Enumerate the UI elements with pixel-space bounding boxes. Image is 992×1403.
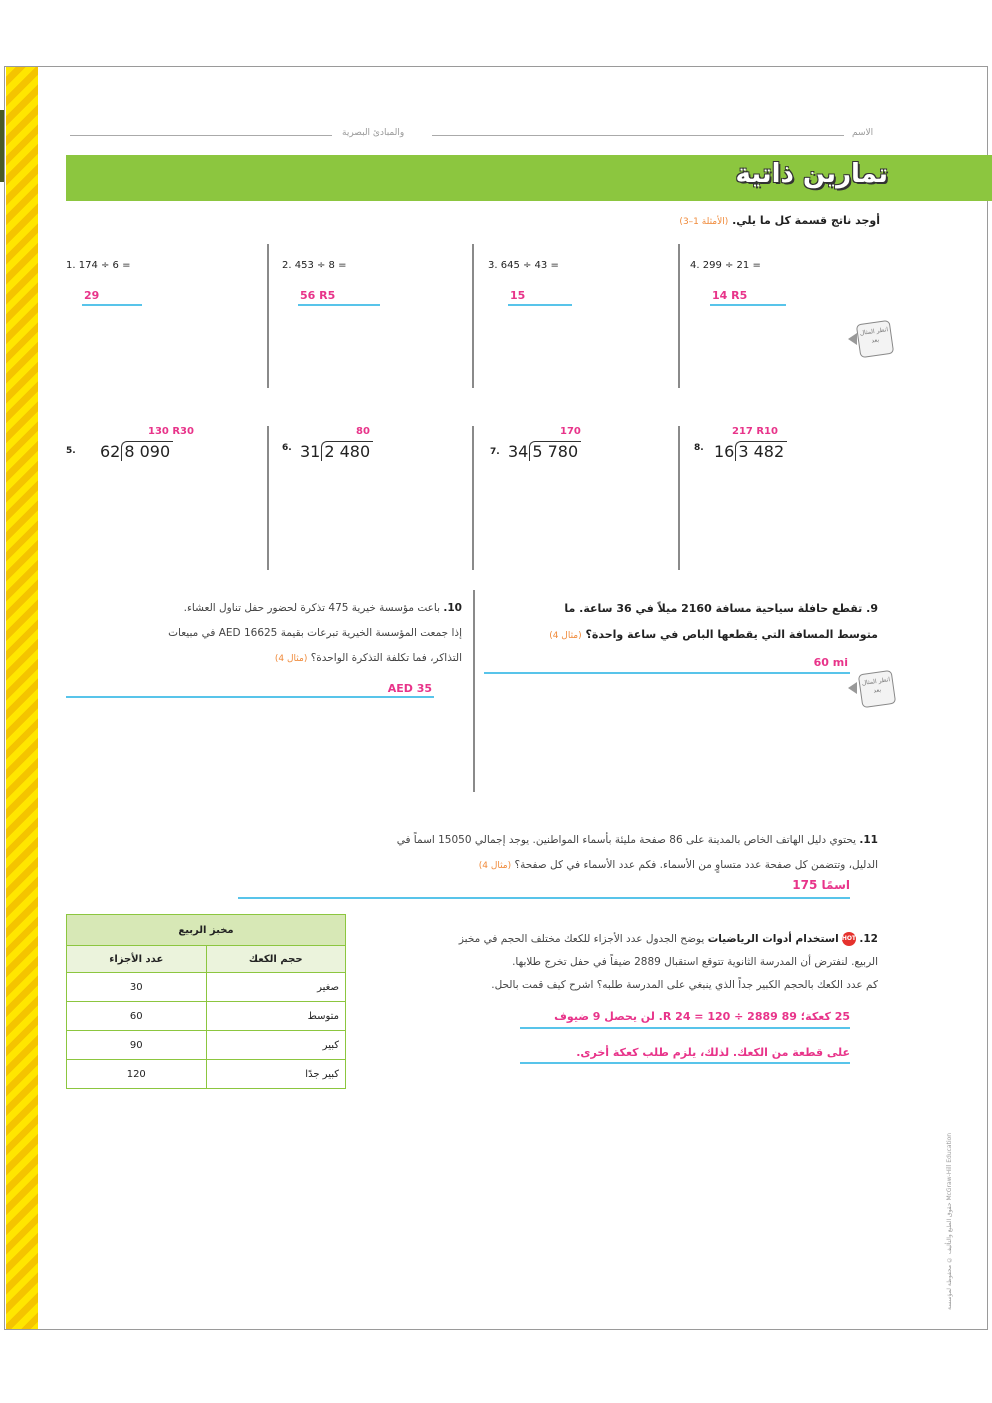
bakery-table xyxy=(66,914,346,1089)
problem-12-line2: الربيع. لنفترض أن المدرسة الثانوية تتوقع استقبال 2889 ضيفاً في حفل تخرج طلابها. xyxy=(512,956,878,968)
problem-number: 7. xyxy=(490,447,500,457)
problem-10-ref: (مثال 4) xyxy=(274,654,308,664)
answer-line xyxy=(298,304,380,306)
divider xyxy=(472,244,474,388)
help-note-icon: انظر المثال بعد xyxy=(858,670,896,708)
problem-11-ref: (مثال 4) xyxy=(478,861,512,871)
problem-12-title: استخدام أدوات الرياضيات xyxy=(707,933,839,945)
instructions-ref: (الأمثلة 1–3) xyxy=(679,217,729,227)
yellow-margin-stripe xyxy=(6,67,38,1329)
instructions xyxy=(560,214,880,227)
quotient-6: 80 xyxy=(356,426,370,437)
divisor: 16 xyxy=(714,442,735,461)
quotient-5: 130 R30 xyxy=(148,426,194,437)
problem-number: 6. xyxy=(282,443,292,453)
divisor: 62 xyxy=(100,442,121,461)
hot-badge-icon: HOT xyxy=(842,932,856,946)
division-8 xyxy=(714,441,787,461)
parts-cell: 120 xyxy=(67,1060,207,1089)
answer-12-line2: على قطعة من الكعك. لذلك، يلزم طلب كعكة أخرى. xyxy=(576,1046,850,1059)
dividend: 8 090 xyxy=(121,441,173,461)
problem-9-ref: (مثال 4) xyxy=(549,631,582,641)
size-cell: متوسط xyxy=(206,1002,346,1031)
name-label: الاسم xyxy=(852,128,874,138)
problem-expression: 453 ÷ 8 = xyxy=(294,260,347,271)
problem-11 xyxy=(238,828,878,879)
table-row xyxy=(67,973,346,1002)
problem-10 xyxy=(66,596,462,672)
answer-line xyxy=(710,304,786,306)
problem-number: 5. xyxy=(66,446,76,456)
problem-expression: 645 ÷ 43 = xyxy=(500,260,559,271)
problem-10-line1: باعت مؤسسة خيرية 475 تذكرة لحضور حفل تناول العشاء. xyxy=(183,602,441,614)
problem-10-line3: التذاكر، فما تكلفة التذكرة الواحدة؟ xyxy=(310,652,462,664)
quotient-8: 217 R10 xyxy=(732,426,778,437)
divider xyxy=(472,426,474,570)
divider xyxy=(678,426,680,570)
divisor: 34 xyxy=(508,442,529,461)
divider xyxy=(267,244,269,388)
problem-12-line1: يوضح الجدول عدد الأجزاء للكعك مختلف الحجم في مخبز xyxy=(458,933,705,945)
size-cell: كبير جدًا xyxy=(206,1060,346,1089)
problem-number: 1. xyxy=(66,260,76,271)
table-row xyxy=(67,1002,346,1031)
answer-line xyxy=(66,696,434,698)
table-caption: مخبز الربيع xyxy=(67,915,346,946)
size-cell: صغير xyxy=(206,973,346,1002)
problem-number: 10. xyxy=(443,602,462,614)
problem-number: 11. xyxy=(859,834,878,846)
parts-cell: 30 xyxy=(67,973,207,1002)
problem-1 xyxy=(66,260,130,271)
answer-line xyxy=(508,304,572,306)
instructions-text: أوجد ناتج قسمة كل ما يلي. xyxy=(732,214,880,227)
problem-number: 8. xyxy=(694,443,704,453)
problem-number: 3. xyxy=(488,260,498,271)
help-note-icon: انظر المثال بعد xyxy=(856,320,894,358)
answer-line xyxy=(238,897,850,899)
answer-line xyxy=(520,1027,850,1029)
column-header-size: حجم الكعك xyxy=(206,946,346,973)
banner-title: تمارين ذاتية xyxy=(735,159,888,189)
answer-3: 15 xyxy=(510,289,526,302)
problem-expression: 174 ÷ 6 = xyxy=(78,260,131,271)
problem-3 xyxy=(488,260,559,271)
problem-number: 9. xyxy=(866,602,878,615)
arrow-left-icon xyxy=(848,333,857,345)
divider xyxy=(267,426,269,570)
quotient-7: 170 xyxy=(560,426,581,437)
answer-2: 56 R5 xyxy=(300,289,336,302)
page-frame xyxy=(4,66,988,1330)
problem-11-line2: الدليل، وتتضمن كل صفحة عدد متساوٍ من الأسماء. فكم عدد الأسماء في كل صفحة؟ xyxy=(514,859,878,871)
divider xyxy=(678,244,680,388)
division-7 xyxy=(508,441,581,461)
problem-10-line2: إذا جمعت المؤسسة الخيرية تبرعات بقيمة AED 16625 في مبيعات xyxy=(168,627,462,639)
problem-11-line1: يحتوي دليل الهاتف الخاص بالمدينة على 86 صفحة مليئة بأسماء المواطنين. يوجد إجمالي 15050 اسماً في xyxy=(396,834,857,846)
answer-line xyxy=(82,304,142,306)
answer-11: 175 اسمًا xyxy=(792,878,850,892)
answer-9: 60 mi xyxy=(813,656,848,669)
header-line-right xyxy=(432,135,844,136)
arrow-left-icon xyxy=(848,682,857,694)
dividend: 2 480 xyxy=(321,441,373,461)
problem-number: 12. xyxy=(859,933,878,945)
table-row xyxy=(67,1060,346,1089)
problem-4 xyxy=(690,260,761,271)
answer-1: 29 xyxy=(84,289,100,302)
problem-expression: 299 ÷ 21 = xyxy=(702,260,761,271)
problem-12-line3: كم عدد الكعك بالحجم الكبير جداً الذي ينبغي على المدرسة طلبه؟ اشرح كيف قمت بالحل. xyxy=(491,979,878,991)
column-header-parts: عدد الأجزاء xyxy=(67,946,207,973)
divisor: 31 xyxy=(300,442,321,461)
division-5 xyxy=(100,441,173,461)
answer-line xyxy=(520,1062,850,1064)
division-6 xyxy=(300,441,373,461)
problem-9-line2: متوسط المسافة التي يقطعها الباص في ساعة واحدة؟ xyxy=(585,628,878,641)
answer-4: 14 R5 xyxy=(712,289,748,302)
problem-9-line1: تقطع حافلة سياحية مسافة 2160 ميلاً في 36 ساعة. ما xyxy=(564,602,863,615)
header-line-left xyxy=(70,135,332,136)
problem-number: 4. xyxy=(690,260,700,271)
problem-9 xyxy=(484,596,878,649)
answer-10: AED 35 xyxy=(387,682,432,695)
size-cell: كبير xyxy=(206,1031,346,1060)
concept-label: والمبادئ البصرية xyxy=(342,128,405,138)
table-row xyxy=(67,1031,346,1060)
answer-line xyxy=(484,672,850,674)
answer-12-line1: 25 كعكة؛ 89 R 24 = 120 ÷ 2889. لن يحصل 9 ضيوف xyxy=(554,1010,850,1023)
parts-cell: 90 xyxy=(67,1031,207,1060)
dividend: 3 482 xyxy=(735,441,787,461)
dividend: 5 780 xyxy=(529,441,581,461)
problem-number: 2. xyxy=(282,260,292,271)
divider xyxy=(473,590,475,792)
problem-2 xyxy=(282,260,346,271)
parts-cell: 60 xyxy=(67,1002,207,1031)
copyright-side-note: حقوق الطبع والتأليف © محفوظة لمؤسسة McGraw-Hill Education xyxy=(946,1132,953,1310)
problem-12 xyxy=(350,928,878,997)
